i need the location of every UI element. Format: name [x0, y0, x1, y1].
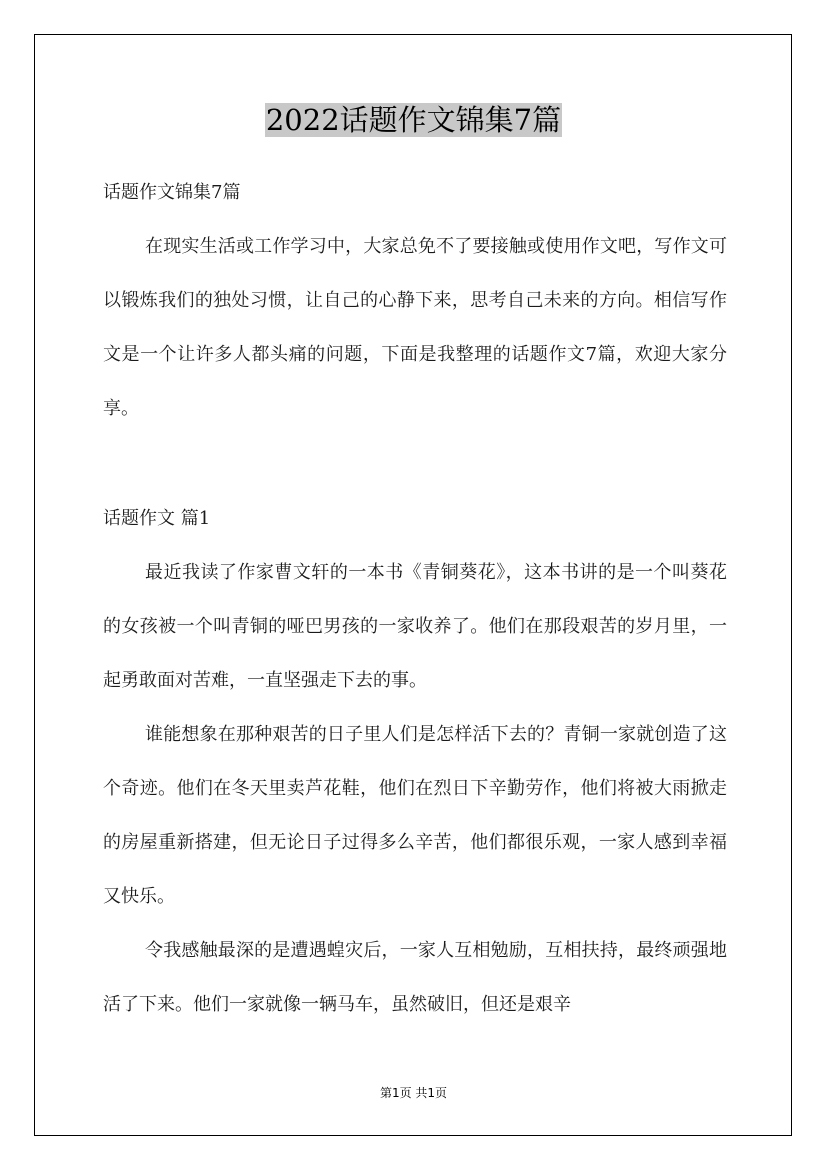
body-paragraph: 令我感触最深的是遭遇蝗灾后，一家人互相勉励，互相扶持，最终顽强地活了下来。他们一家就像一辆马车，虽然破旧，但还是艰辛 [103, 940, 727, 1015]
document-subtitle: 话题作文锦集7篇 [103, 182, 241, 203]
page-footer: 第1页 共1页 [379, 1086, 448, 1100]
document-title-text: 2022话题作文锦集7篇 [265, 103, 562, 137]
intro-paragraph: 在现实生活或工作学习中，大家总免不了要接触或使用作文吧，写作文可以锻炼我们的独处习惯，让自己的心静下来，思考自己未来的方向。相信写作文是一个让许多人都头痛的问题，下面是我整理的话题作文7篇，欢迎大家分享。 [103, 236, 727, 419]
document-title [0, 98, 827, 142]
section-heading: 话题作文 篇1 [103, 508, 211, 529]
body-paragraph: 最近我读了作家曹文轩的一本书《青铜葵花》，这本书讲的是一个叫葵花的女孩被一个叫青铜的哑巴男孩的一家收养了。他们在那段艰苦的岁月里，一起勇敢面对苦难，一直坚强走下去的事。 [103, 562, 727, 691]
body-paragraph: 谁能想象在那种艰苦的日子里人们是怎样活下去的？青铜一家就创造了这个奇迹。他们在冬天里卖芦花鞋，他们在烈日下辛勤劳作，他们将被大雨掀走的房屋重新搭建，但无论日子过得多么辛苦，他们都很乐观，一家人感到幸福又快乐。 [103, 724, 727, 907]
